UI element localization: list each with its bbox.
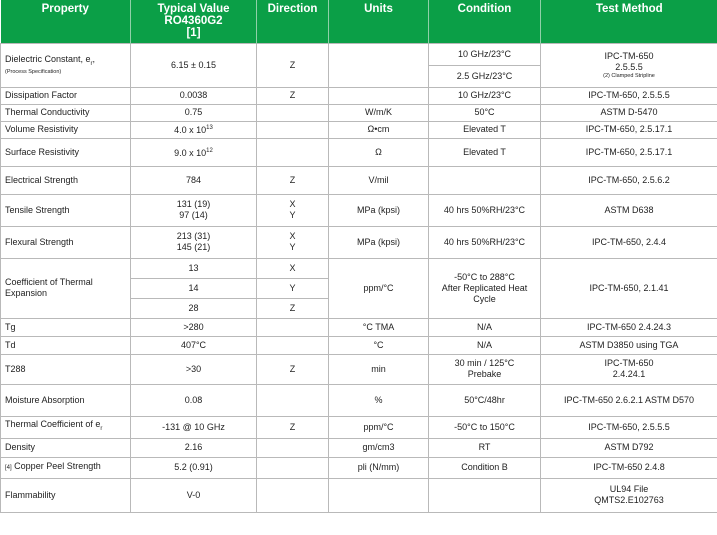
cte-units: ppm/°C <box>329 258 429 318</box>
flammability-units <box>329 478 429 512</box>
t288-direction: Z <box>257 354 329 384</box>
td-units: °C <box>329 336 429 354</box>
dielectric-constant-value: 6.15 ± 0.15 <box>131 43 257 87</box>
table-row <box>1 226 717 258</box>
table-row <box>1 416 717 438</box>
tg-units: °C TMA <box>329 318 429 336</box>
volume-resistivity-units: Ω•cm <box>329 121 429 138</box>
cte-value-x: 13 <box>131 258 257 278</box>
cte-direction-y: Y <box>257 278 329 298</box>
thermal-coefficient-value: -131 @ 10 GHz <box>131 416 257 438</box>
moisture-absorption-units: % <box>329 384 429 416</box>
tensile-strength-method: ASTM D638 <box>541 194 717 226</box>
surface-resistivity-method: IPC-TM-650, 2.5.17.1 <box>541 138 717 166</box>
header-units: Units <box>329 0 429 43</box>
tg-method: IPC-TM-650 2.4.24.3 <box>541 318 717 336</box>
header-property: Property <box>1 0 131 43</box>
volume-resistivity-direction <box>257 121 329 138</box>
table-row <box>1 104 717 121</box>
electrical-strength-method: IPC-TM-650, 2.5.6.2 <box>541 166 717 194</box>
dissipation-factor-label: Dissipation Factor <box>1 87 131 104</box>
flammability-value: V-0 <box>131 478 257 512</box>
dissipation-factor-condition: 10 GHz/23°C <box>429 87 541 104</box>
flexural-strength-units: MPa (kpsi) <box>329 226 429 258</box>
thermal-conductivity-units: W/m/K <box>329 104 429 121</box>
surface-resistivity-condition: Elevated T <box>429 138 541 166</box>
dissipation-factor-value: 0.0038 <box>131 87 257 104</box>
dissipation-factor-direction: Z <box>257 87 329 104</box>
volume-resistivity-value: 4.0 x $10^{13}$ <box>131 121 257 138</box>
density-direction <box>257 438 329 457</box>
table-row <box>1 478 717 512</box>
flammability-direction <box>257 478 329 512</box>
t288-label: T288 <box>1 354 131 384</box>
tg-label: Tg <box>1 318 131 336</box>
table-row <box>1 384 717 416</box>
tg-value: >280 <box>131 318 257 336</box>
tensile-strength-condition: 40 hrs 50%RH/23°C <box>429 194 541 226</box>
td-method: ASTM D3850 using TGA <box>541 336 717 354</box>
td-label: Td <box>1 336 131 354</box>
flexural-strength-method: IPC-TM-650, 2.4.4 <box>541 226 717 258</box>
flexural-strength-label: Flexural Strength <box>1 226 131 258</box>
cte-value-y: 14 <box>131 278 257 298</box>
electrical-strength-value: 784 <box>131 166 257 194</box>
thermal-conductivity-value: 0.75 <box>131 104 257 121</box>
dielectric-constant-direction: Z <box>257 43 329 87</box>
td-direction <box>257 336 329 354</box>
density-units: gm/cm3 <box>329 438 429 457</box>
header-test-method: Test Method <box>541 0 717 43</box>
thermal-coefficient-label: Thermal Coefficient of $e_r$ <box>1 416 131 438</box>
cte-method: IPC-TM-650, 2.1.41 <box>541 258 717 318</box>
density-label: Density <box>1 438 131 457</box>
t288-condition: 30 min / 125°C Prebake <box>429 354 541 384</box>
table-row <box>1 166 717 194</box>
flammability-label: Flammability <box>1 478 131 512</box>
volume-resistivity-method: IPC-TM-650, 2.5.17.1 <box>541 121 717 138</box>
table-row <box>1 336 717 354</box>
table-row <box>1 43 717 65</box>
td-value: 407°C <box>131 336 257 354</box>
header-typical-line2: RO4360G2 <box>164 15 223 27</box>
flammability-condition <box>429 478 541 512</box>
cte-direction-x: X <box>257 258 329 278</box>
header-typical-line1: Typical Value <box>157 3 230 15</box>
density-condition: RT <box>429 438 541 457</box>
copper-peel-condition: Condition B <box>429 457 541 478</box>
thermal-conductivity-direction <box>257 104 329 121</box>
copper-peel-label: [4] Copper Peel Strength <box>1 457 131 478</box>
dielectric-constant-condition-1: 10 GHz/23°C <box>429 43 541 65</box>
surface-resistivity-units: Ω <box>329 138 429 166</box>
t288-method: IPC-TM-650 2.4.24.1 <box>541 354 717 384</box>
tensile-strength-units: MPa (kpsi) <box>329 194 429 226</box>
thermal-coefficient-method: IPC-TM-650, 2.5.5.5 <box>541 416 717 438</box>
table-row <box>1 121 717 138</box>
electrical-strength-label: Electrical Strength <box>1 166 131 194</box>
surface-resistivity-direction <box>257 138 329 166</box>
table-row <box>1 194 717 226</box>
moisture-absorption-method: IPC-TM-650 2.6.2.1 ASTM D570 <box>541 384 717 416</box>
cte-direction-z: Z <box>257 298 329 318</box>
cte-condition: -50°C to 288°C After Replicated Heat Cycle <box>429 258 541 318</box>
table-row <box>1 318 717 336</box>
dissipation-factor-units <box>329 87 429 104</box>
cte-label: Coefficient of Thermal Expansion <box>1 258 131 318</box>
tg-direction <box>257 318 329 336</box>
dissipation-factor-method: IPC-TM-650, 2.5.5.5 <box>541 87 717 104</box>
table-row <box>1 438 717 457</box>
flammability-method: UL94 File QMTS2.E102763 <box>541 478 717 512</box>
moisture-absorption-label: Moisture Absorption <box>1 384 131 416</box>
td-condition: N/A <box>429 336 541 354</box>
t288-units: min <box>329 354 429 384</box>
flexural-strength-value: 213 (31) 145 (21) <box>131 226 257 258</box>
copper-peel-value: 5.2 (0.91) <box>131 457 257 478</box>
electrical-strength-direction: Z <box>257 166 329 194</box>
tensile-strength-direction: X Y <box>257 194 329 226</box>
dielectric-constant-units <box>329 43 429 87</box>
header-condition: Condition <box>429 0 541 43</box>
thermal-conductivity-label: Thermal Conductivity <box>1 104 131 121</box>
table-row <box>1 87 717 104</box>
header-direction: Direction <box>257 0 329 43</box>
thermal-conductivity-method: ASTM D-5470 <box>541 104 717 121</box>
surface-resistivity-value: 9.0 x $10^{12}$ <box>131 138 257 166</box>
density-method: ASTM D792 <box>541 438 717 457</box>
header-typical-line3: [1] <box>186 27 201 39</box>
t288-value: >30 <box>131 354 257 384</box>
dielectric-constant-method: IPC-TM-650 2.5.5.5 (2) Clamped Stripline <box>541 43 717 87</box>
dielectric-constant-condition-2: 2.5 GHz/23°C <box>429 65 541 87</box>
table-row <box>1 258 717 278</box>
tensile-strength-label: Tensile Strength <box>1 194 131 226</box>
electrical-strength-condition <box>429 166 541 194</box>
table-row <box>1 354 717 384</box>
thermal-coefficient-direction: Z <box>257 416 329 438</box>
density-value: 2.16 <box>131 438 257 457</box>
copper-peel-units: pli (N/mm) <box>329 457 429 478</box>
flexural-strength-condition: 40 hrs 50%RH/23°C <box>429 226 541 258</box>
electrical-strength-units: V/mil <box>329 166 429 194</box>
moisture-absorption-direction <box>257 384 329 416</box>
thermal-coefficient-condition: -50°C to 150°C <box>429 416 541 438</box>
copper-peel-direction <box>257 457 329 478</box>
volume-resistivity-condition: Elevated T <box>429 121 541 138</box>
header-row <box>1 0 717 43</box>
flexural-strength-direction: X Y <box>257 226 329 258</box>
process-spec-note: (Process Specification) <box>5 69 62 76</box>
moisture-absorption-condition: 50°C/48hr <box>429 384 541 416</box>
copper-peel-method: IPC-TM-650 2.4.8 <box>541 457 717 478</box>
dielectric-constant-label: Dielectric Constant, $e_r$, (Process Specification) <box>1 43 131 87</box>
tensile-strength-value: 131 (19) 97 (14) <box>131 194 257 226</box>
thermal-conductivity-condition: 50°C <box>429 104 541 121</box>
table-row <box>1 457 717 478</box>
thermal-coefficient-units: ppm/°C <box>329 416 429 438</box>
cte-value-z: 28 <box>131 298 257 318</box>
header-typical-value <box>131 0 257 43</box>
tg-condition: N/A <box>429 318 541 336</box>
moisture-absorption-value: 0.08 <box>131 384 257 416</box>
table-row <box>1 138 717 166</box>
surface-resistivity-label: Surface Resistivity <box>1 138 131 166</box>
volume-resistivity-label: Volume Resistivity <box>1 121 131 138</box>
